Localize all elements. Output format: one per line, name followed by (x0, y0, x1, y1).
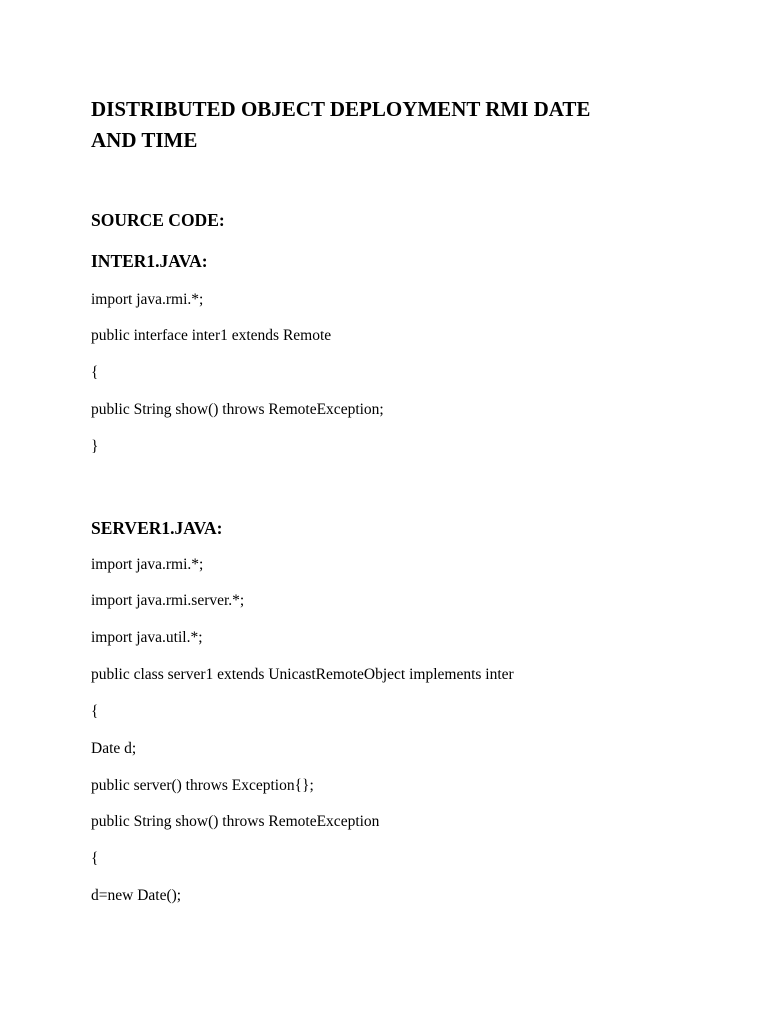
code-line: d=new Date(); (91, 887, 182, 904)
code-line: Date d; (91, 740, 137, 757)
code-line: public class server1 extends UnicastRemoteObject implements inter (91, 666, 514, 683)
code-line: import java.rmi.*; (91, 291, 204, 308)
title-line: AND TIME (91, 128, 198, 152)
code-line: } (91, 438, 99, 455)
file-heading-server1: SERVER1.JAVA: (91, 518, 223, 538)
code-line: import java.rmi.*; (91, 556, 204, 573)
code-line: import java.rmi.server.*; (91, 592, 245, 609)
code-line: public server() throws Exception{}; (91, 777, 314, 794)
code-line: { (91, 703, 99, 720)
file-heading-inter1: INTER1.JAVA: (91, 251, 208, 271)
code-line: { (91, 364, 99, 381)
code-line: public interface inter1 extends Remote (91, 327, 332, 344)
document-title (91, 94, 691, 156)
source-code-heading: SOURCE CODE: (91, 210, 225, 230)
code-line: public String show() throws RemoteException (91, 813, 380, 830)
title-line: DISTRIBUTED OBJECT DEPLOYMENT RMI DATE (91, 97, 591, 121)
code-line: import java.util.*; (91, 629, 203, 646)
code-line: public String show() throws RemoteException; (91, 401, 384, 418)
code-line: { (91, 850, 99, 867)
